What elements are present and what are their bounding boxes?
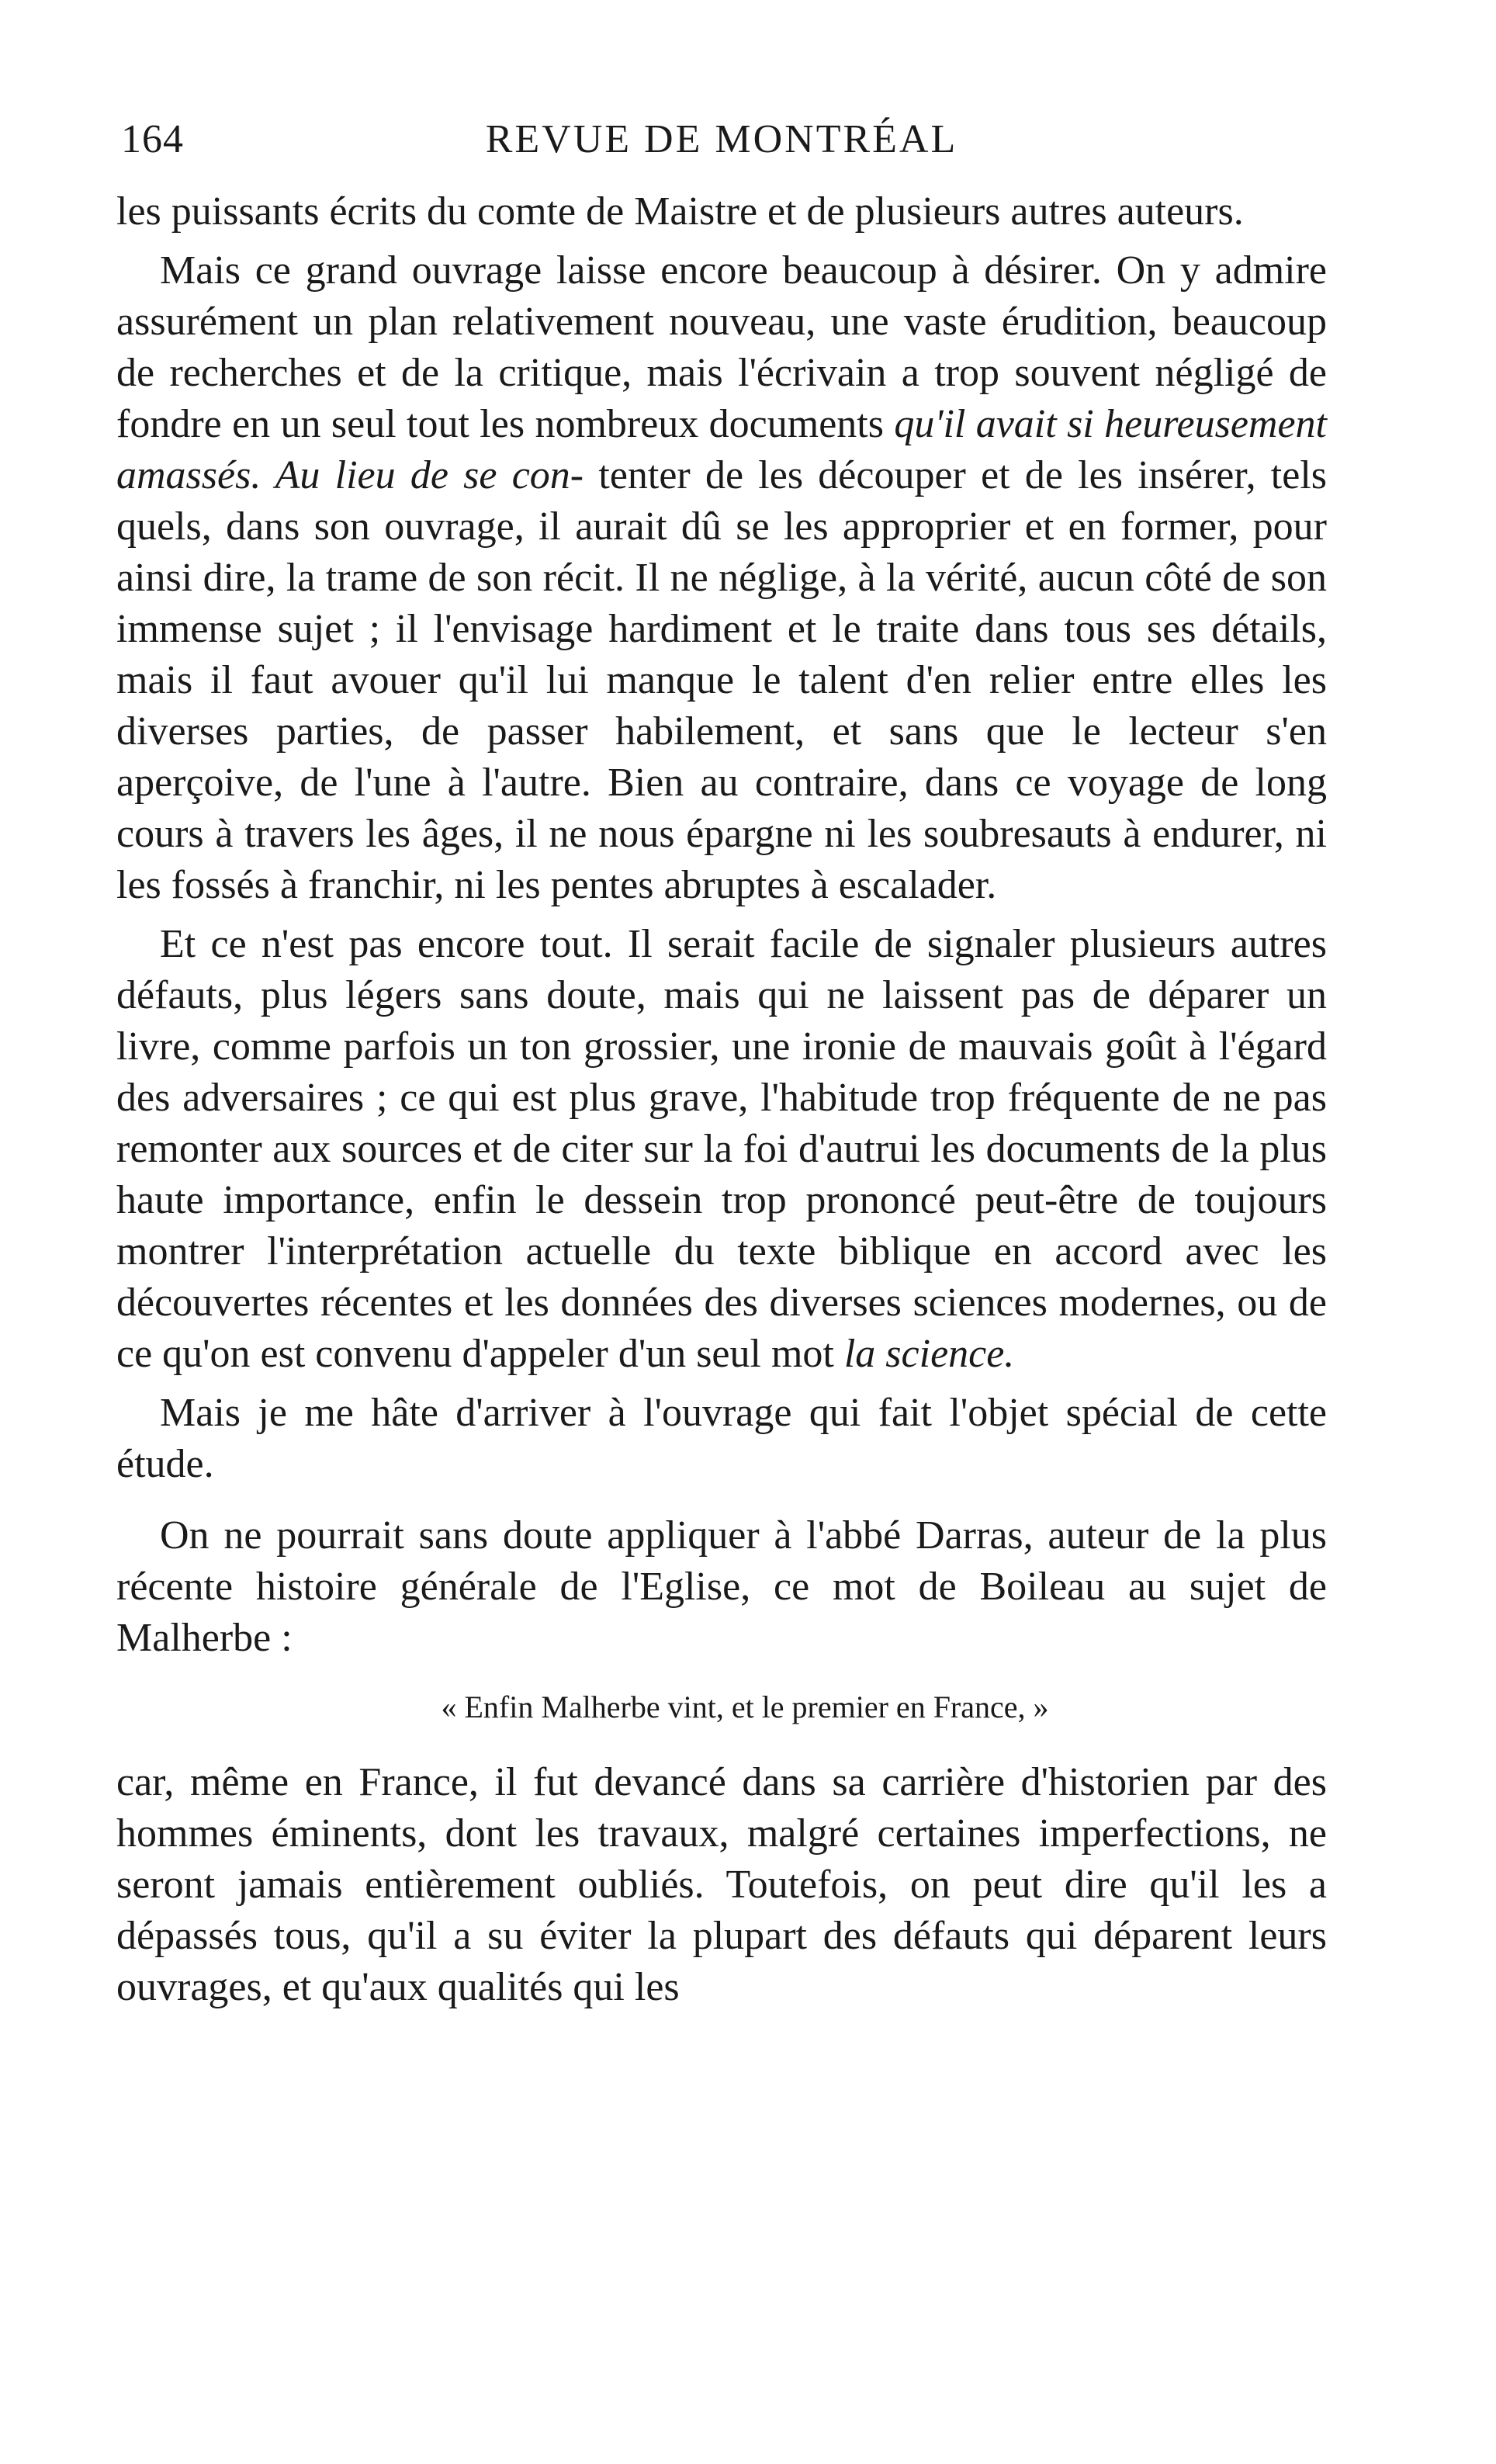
paragraph: car, même en France, il fut devancé dans sa carrière d'historien par des hommes éminents, dont les travaux, malgré certaines imperfections, ne seront jamais entièrement oubliés. Toutefois, on peut dire qu'il les a dépassés tous, qu'il a su éviter la plupart des défauts qui déparent leurs ouvrages, et qu'aux qualités qui les [116, 1760, 1327, 2009]
italic-text: qu'il avait si heureusement amassés. Au lieu de se con- [116, 402, 1327, 497]
running-title: REVUE DE MONTRÉAL [485, 117, 958, 161]
page-header [116, 116, 1327, 186]
verse-quote: « Enfin Malherbe vint, et le premier en France, » [441, 1689, 1049, 1724]
paragraph-text: Et ce n'est pas encore tout. Il serait facile de signaler plusieurs autres défauts, plus légers sans doute, mais qui ne laissent pas de déparer un livre, comme parfois un ton grossier, une ironie de mauvais goût à l'égard des adversaires ; ce qui est plus grave, l'habitude trop fréquente de ne pas remonter aux sources et de citer sur la foi d'autrui les documents de la plus haute importance, enfin le dessein trop prononcé peut-être de toujours montrer l'interprétation actuelle du texte biblique en accord avec les découvertes récentes et les données des diverses sciences modernes, ou de ce qu'on est convenu d'appeler d'un seul mot [116, 922, 1327, 1376]
italic-text: la science. [843, 1332, 1015, 1376]
paragraph-text: Mais ce grand ouvrage laisse encore beaucoup à désirer. On y admire assurément un plan relativement nouveau, une vaste érudition, beaucoup de recherches et de la critique, mais l'écrivain a trop souvent négligé de fondre en un seul tout les nombreux documents [116, 248, 1327, 446]
body-text [116, 186, 1327, 2013]
page-number: 164 [121, 117, 184, 161]
paragraph [116, 245, 1327, 911]
paragraph-text: tenter de les découper et de les insérer, tels quels, dans son ouvrage, il aurait dû se les approprier et en former, pour ainsi dire, la trame de son récit. Il ne néglige, à la vérité, aucun côté de son immense sujet ; il l'envisage hardiment et le traite dans tous ses détails, mais il faut avouer qu'il lui manque le talent d'en relier entre elles les diverses parties, de passer habilement, et sans que le lecteur s'en aperçoive, de l'une à l'autre. Bien au contraire, dans ce voyage de long cours à travers les âges, il ne nous épargne ni les soubresauts à endurer, ni les fossés à franchir, ni les pentes abruptes à escalader. [116, 453, 1328, 907]
paragraph: les puissants écrits du comte de Maistre et de plusieurs autres auteurs. [116, 189, 1244, 234]
paragraph [116, 919, 1327, 1380]
paragraph: Mais je me hâte d'arriver à l'ouvrage qui fait l'objet spécial de cette étude. [116, 1391, 1327, 1486]
paragraph: On ne pourrait sans doute appliquer à l'abbé Darras, auteur de la plus récente histoire générale de l'Eglise, ce mot de Boileau au sujet de Malherbe : [116, 1513, 1327, 1660]
document-page [116, 116, 1327, 2013]
